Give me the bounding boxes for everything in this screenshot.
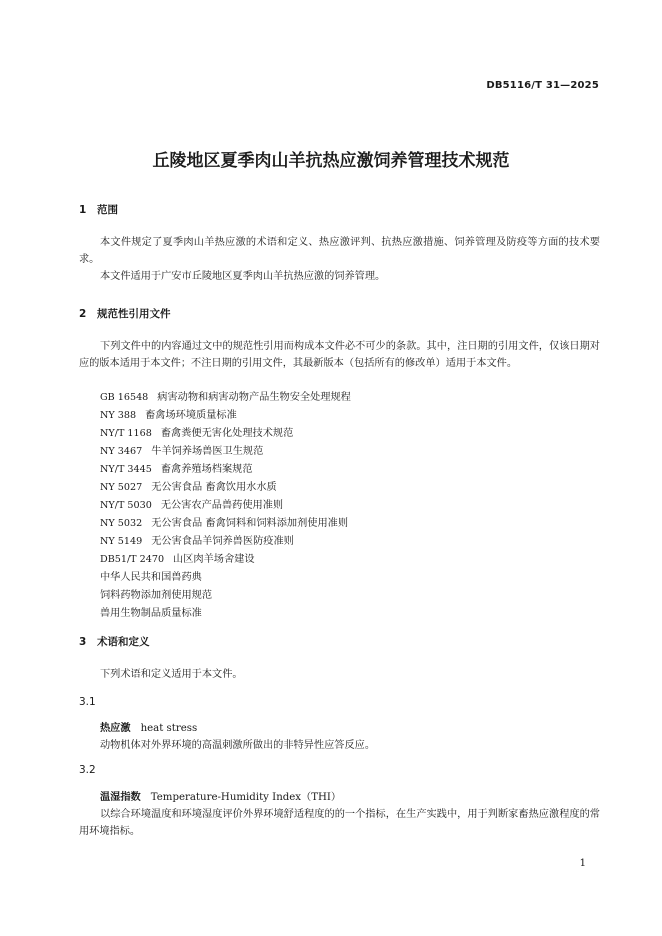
reference-item: NY 5027 无公害食品 畜禽饮用水水质 <box>100 482 277 493</box>
reference-item: NY/T 1168 畜禽粪便无害化处理技术规范 <box>100 428 294 439</box>
section-number: 1 <box>79 204 87 216</box>
reference-item: DB51/T 2470 山区肉羊场舍建设 <box>100 554 255 565</box>
paragraph: 下列文件中的内容通过文中的规范性引用而构成本文件必不可少的条款。其中，注日期的引用文件，仅该日期对应的版本适用于本文件；不注日期的引用文件，其最新版本（包括所有的修改单）适用于本文件。 <box>79 341 600 369</box>
term-zh: 热应激 <box>100 723 131 734</box>
section-1-heading <box>79 202 118 217</box>
reference-item: NY 388 畜禽场环境质量标准 <box>100 410 237 421</box>
reference-item: NY/T 3445 畜禽养殖场档案规范 <box>100 464 253 475</box>
section-title: 范围 <box>97 204 118 216</box>
paragraph: 下列术语和定义适用于本文件。 <box>100 669 243 680</box>
doc-code: DB5116/T 31—2025 <box>486 80 599 91</box>
reference-item: NY 3467 牛羊饲养场兽医卫生规范 <box>100 446 264 457</box>
term-en: Temperature-Humidity Index（THI） <box>150 792 342 803</box>
section-title: 规范性引用文件 <box>97 308 171 320</box>
section-3-heading <box>79 634 150 649</box>
term-entry <box>100 788 341 803</box>
term-definition: 以综合环境温度和环境湿度评价外界环境舒适程度的的一个指标，在生产实践中，用于判断家畜热应激程度的常用环境指标。 <box>79 809 600 837</box>
reference-item: NY/T 5030 无公害农产品兽药使用准则 <box>100 500 284 511</box>
reference-item: GB 16548 病害动物和病害动物产品生物安全处理规程 <box>100 392 351 403</box>
section-number: 2 <box>79 308 87 320</box>
section-title: 术语和定义 <box>97 636 150 648</box>
paragraph: 本文件规定了夏季肉山羊热应激的术语和定义、热应激评判、抗热应激措施、饲养管理及防疫等方面的技术要求。 <box>79 237 600 265</box>
term-definition: 动物机体对外界环境的高温刺激所做出的非特异性应答反应。 <box>100 740 376 751</box>
reference-list <box>100 389 600 623</box>
doc-title: 丘陵地区夏季肉山羊抗热应激饲养管理技术规范 <box>152 151 510 171</box>
reference-item: NY 5149 无公害食品羊饲养兽医防疫准则 <box>100 536 294 547</box>
term-zh: 温湿指数 <box>100 792 141 803</box>
term-en: heat stress <box>140 723 198 734</box>
reference-item: 中华人民共和国兽药典 <box>100 572 202 583</box>
term-number: 3.2 <box>79 764 96 776</box>
paragraph: 本文件适用于广安市丘陵地区夏季肉山羊抗热应激的饲养管理。 <box>100 271 386 282</box>
term-entry <box>100 719 197 734</box>
reference-item: 兽用生物制品质量标准 <box>100 608 202 619</box>
section-2-heading <box>79 306 171 321</box>
reference-item: NY 5032 无公害食品 畜禽饲料和饲料添加剂使用准则 <box>100 518 349 529</box>
page-number: 1 <box>579 858 586 869</box>
reference-item: 饲料药物添加剂使用规范 <box>100 590 213 601</box>
section-number: 3 <box>79 636 87 648</box>
term-number: 3.1 <box>79 696 96 708</box>
